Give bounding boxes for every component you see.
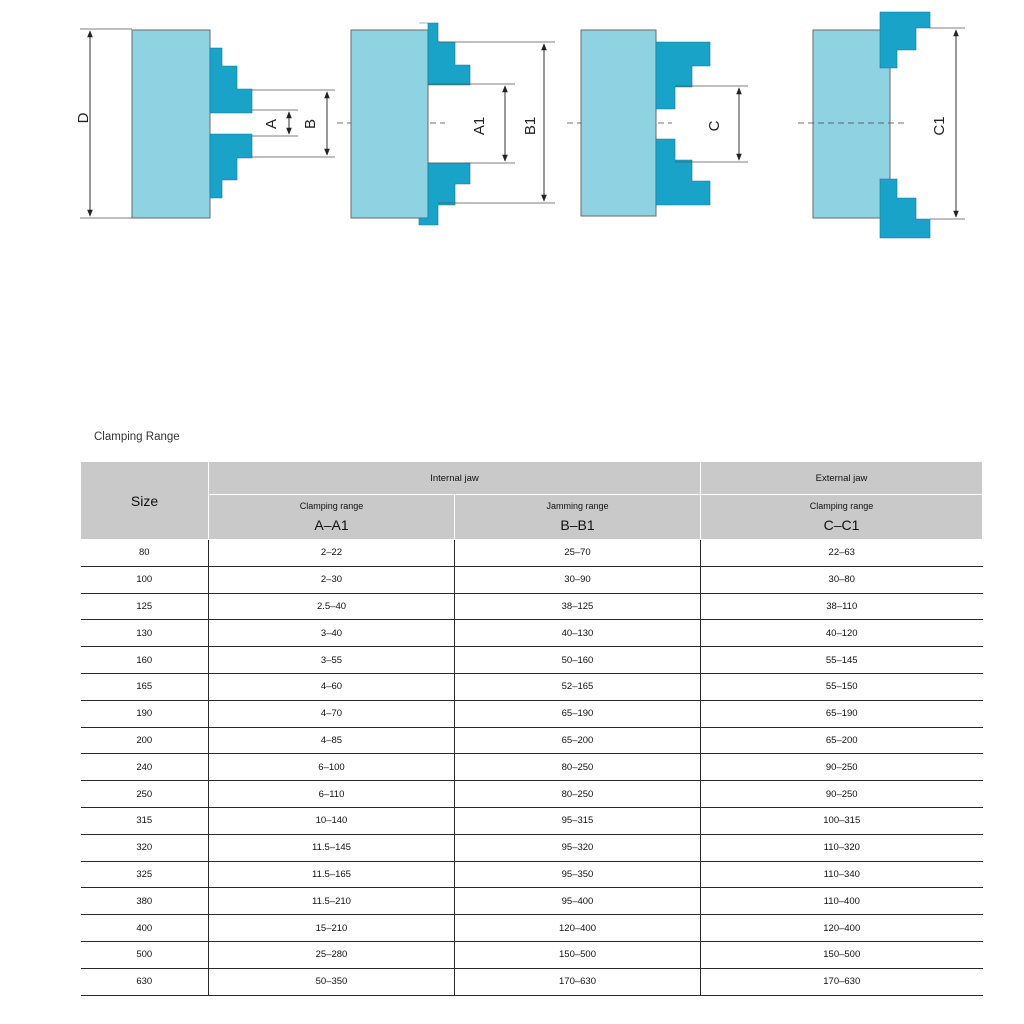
upper-jaw bbox=[210, 48, 252, 113]
range-cell: 120–400 bbox=[455, 915, 701, 942]
size-cell: 325 bbox=[81, 861, 209, 888]
size-cell: 100 bbox=[81, 566, 209, 593]
range-cell: 120–400 bbox=[701, 915, 983, 942]
size-cell: 165 bbox=[81, 673, 209, 700]
diagram-external-clamping bbox=[567, 30, 748, 216]
size-cell: 315 bbox=[81, 807, 209, 834]
range-cell: 22–63 bbox=[701, 540, 983, 567]
table-row bbox=[81, 620, 983, 647]
range-cell: 40–120 bbox=[701, 620, 983, 647]
label-d: D bbox=[75, 112, 92, 124]
range-cell: 95–400 bbox=[455, 888, 701, 915]
range-cell: 40–130 bbox=[455, 620, 701, 647]
size-cell: 250 bbox=[81, 781, 209, 808]
range-cell: 30–80 bbox=[701, 566, 983, 593]
column-code: B–B1 bbox=[455, 511, 701, 540]
table-row bbox=[81, 754, 983, 781]
chuck-jaw-diagrams bbox=[0, 0, 1024, 250]
range-cell: 170–630 bbox=[701, 968, 983, 995]
column-subheader: Clamping range bbox=[209, 495, 455, 512]
range-cell: 65–190 bbox=[701, 700, 983, 727]
range-cell: 95–350 bbox=[455, 861, 701, 888]
size-cell: 125 bbox=[81, 593, 209, 620]
label-b1: B1 bbox=[522, 116, 539, 136]
size-cell: 380 bbox=[81, 888, 209, 915]
range-cell: 4–70 bbox=[209, 700, 455, 727]
diagram-internal-expanded bbox=[337, 23, 555, 225]
size-cell: 500 bbox=[81, 941, 209, 968]
range-cell: 6–100 bbox=[209, 754, 455, 781]
table-row bbox=[81, 941, 983, 968]
range-cell: 11.5–145 bbox=[209, 834, 455, 861]
range-cell: 25–280 bbox=[209, 941, 455, 968]
range-cell: 110–340 bbox=[701, 861, 983, 888]
range-cell: 25–70 bbox=[455, 540, 701, 567]
range-cell: 52–165 bbox=[455, 673, 701, 700]
lower-jaw bbox=[880, 179, 930, 238]
size-cell: 190 bbox=[81, 700, 209, 727]
range-cell: 65–190 bbox=[455, 700, 701, 727]
table-row bbox=[81, 915, 983, 942]
size-cell: 630 bbox=[81, 968, 209, 995]
size-cell: 130 bbox=[81, 620, 209, 647]
size-cell: 200 bbox=[81, 727, 209, 754]
diagram-external-expanded bbox=[798, 12, 965, 238]
range-cell: 38–125 bbox=[455, 593, 701, 620]
chuck-body bbox=[813, 30, 890, 218]
range-cell: 30–90 bbox=[455, 566, 701, 593]
range-cell: 2–30 bbox=[209, 566, 455, 593]
range-cell: 65–200 bbox=[455, 727, 701, 754]
size-cell: 80 bbox=[81, 540, 209, 567]
table-row bbox=[81, 727, 983, 754]
lower-jaw bbox=[210, 134, 252, 198]
table-row bbox=[81, 647, 983, 674]
range-cell: 50–350 bbox=[209, 968, 455, 995]
chuck-body bbox=[351, 30, 428, 218]
range-cell: 150–500 bbox=[701, 941, 983, 968]
column-code: C–C1 bbox=[701, 511, 983, 540]
clamping-range-table bbox=[80, 461, 983, 996]
upper-jaw bbox=[656, 42, 710, 109]
range-cell: 38–110 bbox=[701, 593, 983, 620]
size-header: Size bbox=[81, 462, 209, 540]
table-row bbox=[81, 834, 983, 861]
size-cell: 400 bbox=[81, 915, 209, 942]
range-cell: 2–22 bbox=[209, 540, 455, 567]
table-row bbox=[81, 673, 983, 700]
table-row bbox=[81, 968, 983, 995]
table-row bbox=[81, 700, 983, 727]
range-cell: 95–315 bbox=[455, 807, 701, 834]
range-cell: 80–250 bbox=[455, 754, 701, 781]
range-cell: 90–250 bbox=[701, 781, 983, 808]
chuck-body bbox=[581, 30, 656, 216]
label-a1: A1 bbox=[471, 116, 488, 136]
table-row bbox=[81, 781, 983, 808]
range-cell: 90–250 bbox=[701, 754, 983, 781]
label-b: B bbox=[302, 118, 319, 130]
upper-jaw bbox=[880, 12, 930, 68]
range-cell: 150–500 bbox=[455, 941, 701, 968]
label-c1: C1 bbox=[931, 116, 948, 136]
range-cell: 55–150 bbox=[701, 673, 983, 700]
table-row bbox=[81, 807, 983, 834]
range-cell: 170–630 bbox=[455, 968, 701, 995]
range-cell: 2.5–40 bbox=[209, 593, 455, 620]
table-caption: Clamping Range bbox=[94, 431, 180, 443]
range-cell: 11.5–210 bbox=[209, 888, 455, 915]
range-cell: 11.5–165 bbox=[209, 861, 455, 888]
table-row bbox=[81, 540, 983, 567]
diagram-internal-clamping bbox=[75, 29, 335, 218]
size-cell: 240 bbox=[81, 754, 209, 781]
range-cell: 95–320 bbox=[455, 834, 701, 861]
label-a: A bbox=[263, 118, 280, 130]
range-cell: 110–320 bbox=[701, 834, 983, 861]
range-cell: 110–400 bbox=[701, 888, 983, 915]
range-cell: 4–85 bbox=[209, 727, 455, 754]
range-cell: 3–55 bbox=[209, 647, 455, 674]
table-row bbox=[81, 593, 983, 620]
table-row bbox=[81, 888, 983, 915]
label-c: C bbox=[706, 120, 723, 132]
range-cell: 15–210 bbox=[209, 915, 455, 942]
internal-jaw-header: Internal jaw bbox=[209, 462, 701, 495]
column-subheader: Clamping range bbox=[701, 495, 983, 512]
column-subheader: Jamming range bbox=[455, 495, 701, 512]
lower-jaw bbox=[656, 139, 710, 205]
table-body bbox=[81, 540, 983, 996]
range-cell: 3–40 bbox=[209, 620, 455, 647]
range-cell: 80–250 bbox=[455, 781, 701, 808]
table-row bbox=[81, 861, 983, 888]
range-cell: 4–60 bbox=[209, 673, 455, 700]
size-cell: 320 bbox=[81, 834, 209, 861]
range-cell: 100–315 bbox=[701, 807, 983, 834]
chuck-body bbox=[132, 30, 210, 218]
range-cell: 55–145 bbox=[701, 647, 983, 674]
column-code: A–A1 bbox=[209, 511, 455, 540]
external-jaw-header: External jaw bbox=[701, 462, 983, 495]
range-cell: 6–110 bbox=[209, 781, 455, 808]
range-cell: 50–160 bbox=[455, 647, 701, 674]
range-cell: 10–140 bbox=[209, 807, 455, 834]
size-cell: 160 bbox=[81, 647, 209, 674]
range-cell: 65–200 bbox=[701, 727, 983, 754]
table-row bbox=[81, 566, 983, 593]
